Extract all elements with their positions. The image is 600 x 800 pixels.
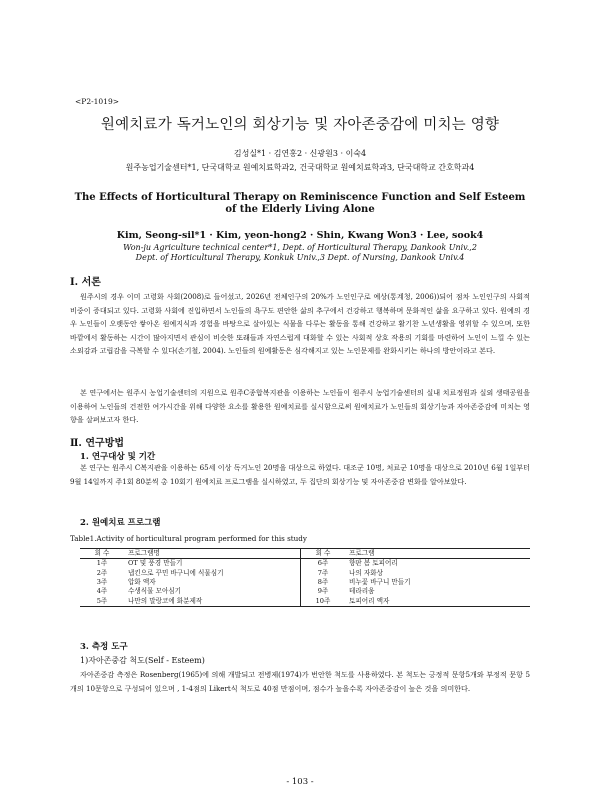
table-cell: 나만의 말랑코에 화분제작 [124,596,301,606]
table-row [80,559,530,569]
table-cell: 비누꽃 바구니 만들기 [349,578,411,587]
page-number: - 103 - [286,777,314,787]
table-cell: 2주 [96,568,108,577]
table-cell: 7주 [317,568,329,577]
korean-title: 원예치료가 독거노인의 회상기능 및 자아존중감에 미치는 영향 [100,117,500,133]
subsection-program-heading: 2. 원예치료 프로그램 [80,518,161,528]
table-cell: 3주 [96,578,108,587]
table-header-row [80,549,530,559]
subsection-measures-heading: 3. 측정 도구 [80,642,128,652]
table-cell: 나의 자화상 [349,568,383,577]
table-row [80,596,530,606]
table-row [80,569,530,578]
section-introduction-heading: Ⅰ. 서론 [70,277,101,288]
table-row [80,578,530,587]
korean-affiliations: 원주농업기술센터*1, 단국대학교 원예치료학과2, 건국대학교 원예치료학과3, 단국대학교 간호학과4 [125,163,475,172]
table-row [80,587,530,596]
subsection-subjects-heading: 1. 연구대상 및 기간 [80,452,156,462]
table-cell: 냅킨으로 꾸민 바구니에 식물심기 [124,569,301,578]
subjects-paragraph: 본 연구는 원주시 C복지관을 이용하는 65세 이상 독거노인 20명을 대상으로 하였다. 대조군 10명, 처료군 10명을 대상으로 2010년 6월 1일부터 9월 14일까지 주1회 80분씩 총 10회기 원예치료 프로그램을 실시하였고, 두 집단의 회상기능 및 자아존중감 변화를 알아보았다. [70,463,530,486]
korean-authors: 김성실*1 · 김연홍2 · 신광원3 · 이숙4 [233,149,367,158]
table-cell: 10주 [301,596,346,606]
table-cell: 8주 [317,578,329,587]
table-header-cell: 회 수 [80,549,124,559]
introduction-paragraph-2: 본 연구에서는 원주시 농업기술센터의 지원으로 원주C종합복지관을 이용하는 노인들이 원주시 농업기술센터의 실내 치료정원과 실외 생태공원을 이용하여 노인들의 건전한 여가시간을 위해 다양한 요소를 활용한 원예치료를 실시함으로써 원예치료가 노인들의 회상기능과 자아존중감에 미치는 영향을 살펴보고자 한다. [70,388,530,425]
table-cell: 1주 [96,559,108,568]
paper-code: <P2-1019> [75,97,120,106]
program-table [80,548,530,607]
table-cell: 수생식물 모아심기 [124,587,301,596]
table-header-cell: 프로그램명 [124,549,301,559]
table-cell: 향판 봄 토피어리 [349,559,398,568]
introduction-paragraph-1: 원주시의 경우 이미 고령화 사회(2008)로 들어섰고, 2026년 전체인구의 20%가 노인인구로 예상(통계청, 2006))되어 점차 노인인구의 사회적 비중이 증대되고 있다. 고령화 사회에 진입하면서 노인들의 욕구도 편안한 삶의 추구에서 건강하고 행복하며 문화적인 삶을 요구하고 있다. 원예의 경우 노인들이 오랫동안 쌓아온 원예지식과 경험을 바탕으로 살아있는 식물을 다루는 활동을 통해 건강하고 활기찬 노년생활을 영위할 수 있으며, 또한 바깥에서 활동하는 시간이 많아지면서 관심이 비슷한 또래들과 자연스럽게 대화할 수 있는 사회적 상호 작용의 기회를 마련하여 노인이 느낄 수 있는 소외감과 고립감을 극복할 수 있다(손기철, 2004). 노인들의 원예활동은 심각해지고 있는 노인문제를 완화시키는 하나의 방안이라고 본다. [70,292,530,356]
table-cell: 5주 [80,596,124,606]
table-cell: 압화 액자 [124,578,301,587]
english-authors: Kim, Seong-sil*1 · Kim, yeon-hong2 · Shin, Kwang Won3 · Lee, sook4 [116,230,484,241]
table-caption: Table1.Activity of horticultural program performed for this study [70,534,307,543]
table-cell: 9주 [317,587,329,596]
table-header-cell: 프로그램 [345,549,530,559]
english-affiliations [50,243,550,263]
table-cell: 토피어리 액자 [345,596,530,606]
english-affiliations-line2: Dept. of Horticultural Therapy, Konkuk Univ.,3 Dept. of Nursing, Dankook Univ.4 [135,253,465,262]
table-cell: 6주 [317,559,329,568]
table-cell: OT 및 풍경 만들기 [124,559,301,569]
self-esteem-paragraph: 자아존중감 측정은 Rosenberg(1965)에 의해 개발되고 전병제(1974)가 번안한 척도를 사용하였다. 본 척도는 긍정적 문항5개와 부정적 문항 5개의 10문항으로 구성되어 있으며 , 1-4점의 Likert식 척도로 40점 만점이며, 점수가 높을수록 자아존중감이 높은 것을 의미한다. [70,670,530,693]
english-title: The Effects of Horticultural Therapy on Reminiscence Function and Self Esteem of the Elderly Living Alone [74,192,526,215]
table-cell: 테라리움 [349,587,375,596]
english-affiliations-line1: Won-ju Agriculture technical center*1, Dept. of Horticultural Therapy, Dankook Univ.,2 [123,243,477,252]
section-methods-heading: Ⅱ. 연구방법 [70,438,125,449]
self-esteem-scale-heading: 1)자아존중감 척도(Self - Esteem) [80,656,205,665]
table-cell: 4주 [96,587,108,596]
table-header-cell: 회 수 [301,549,346,559]
